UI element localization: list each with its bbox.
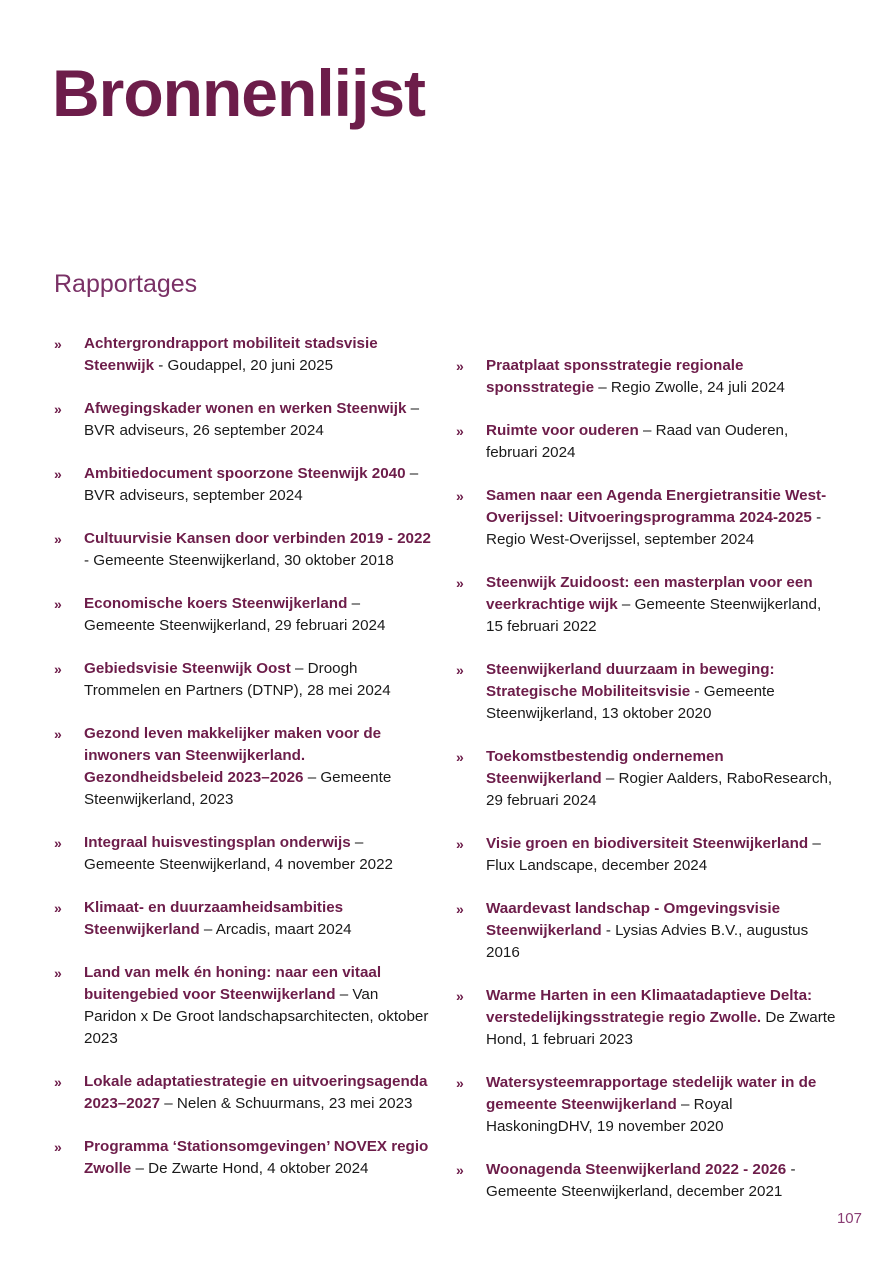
bullet-marker: »	[456, 749, 464, 765]
reference-title: Warme Harten in een Klimaatadaptieve Delta: verstedelijkingsstrategie regio Zwolle.	[486, 987, 813, 1026]
reference-title: Waardevast landschap - Omgevingsvisie Steenwijkerland	[486, 900, 781, 939]
bullet-marker: »	[54, 900, 62, 916]
bullet-marker: »	[456, 662, 464, 678]
reference-title: Lokale adaptatiestrategie en uitvoeringsagenda 2023–2027	[84, 1073, 428, 1112]
bullet-marker: »	[456, 575, 464, 591]
reference-entry	[54, 832, 434, 876]
reference-entry	[456, 746, 836, 812]
reference-title: Klimaat- en duurzaamheidsambities Steenwijkerland	[84, 899, 344, 938]
reference-title: Watersysteemrapportage stedelijk water in de gemeente Steenwijkerland	[486, 1074, 817, 1113]
reference-title: Integraal huisvestingsplan onderwijs	[84, 834, 351, 851]
bullet-marker: »	[54, 1074, 62, 1090]
reference-title: Woonagenda Steenwijkerland 2022 - 2026	[486, 1161, 787, 1178]
bullet-marker: »	[456, 423, 464, 439]
reference-details: - Gemeente Steenwijkerland, 30 oktober 2018	[84, 552, 394, 569]
reference-entry	[456, 1072, 836, 1138]
reference-details: – Gemeente Steenwijkerland, 4 november 2022	[84, 834, 394, 873]
reference-details: – Royal HaskoningDHV, 19 november 2020	[486, 1096, 733, 1135]
reference-details: – BVR adviseurs, 26 september 2024	[84, 400, 420, 439]
reference-title: Visie groen en biodiversiteit Steenwijkerland	[486, 835, 809, 852]
section-title: Rapportages	[54, 270, 198, 298]
reference-details: – Gemeente Steenwijkerland, 29 februari 2024	[84, 595, 386, 634]
reference-details: – Droogh Trommelen en Partners (DTNP), 28 mei 2024	[84, 660, 391, 699]
reference-entry	[54, 897, 434, 941]
reference-details: – Nelen & Schuurmans, 23 mei 2023	[160, 1095, 413, 1112]
bullet-marker: »	[54, 466, 62, 482]
reference-details: – Arcadis, maart 2024	[199, 921, 352, 938]
reference-entry	[54, 1071, 434, 1115]
bullet-marker: »	[54, 726, 62, 742]
reference-details: - Lysias Advies B.V., augustus 2016	[486, 922, 809, 961]
reference-details: – Van Paridon x De Groot landschapsarchitecten, oktober 2023	[84, 986, 429, 1047]
reference-details: - Gemeente Steenwijkerland, 13 oktober 2020	[486, 683, 775, 722]
reference-title: Cultuurvisie Kansen door verbinden 2019 - 2022	[84, 530, 431, 547]
bullet-marker: »	[54, 835, 62, 851]
reference-title: Steenwijkerland duurzaam in beweging: Strategische Mobiliteitsvisie	[486, 661, 775, 700]
reference-entry	[54, 528, 434, 572]
page-number: 107	[836, 1210, 862, 1227]
reference-details: De Zwarte Hond, 1 februari 2023	[486, 1009, 836, 1048]
reference-title: Programma ‘Stationsomgevingen’ NOVEX regio Zwolle	[84, 1138, 429, 1177]
reference-entry	[54, 658, 434, 702]
bullet-marker: »	[54, 965, 62, 981]
reference-details: – Gemeente Steenwijkerland, 15 februari 2022	[486, 596, 822, 635]
reference-entry	[456, 572, 836, 638]
reference-title: Gebiedsvisie Steenwijk Oost	[84, 660, 291, 677]
reference-title: Samen naar een Agenda Energietransitie West-Overijssel: Uitvoeringsprogramma 2024-2025	[486, 487, 827, 526]
reference-title: Land van melk én honing: naar een vitaal buitengebied voor Steenwijkerland	[84, 964, 382, 1003]
reference-entry	[54, 398, 434, 442]
reference-details: - Gemeente Steenwijkerland, december 2021	[486, 1161, 796, 1200]
page-title: Bronnenlijst	[52, 56, 426, 130]
reference-entry	[54, 723, 434, 811]
bullet-marker: »	[456, 358, 464, 374]
reference-entry	[54, 593, 434, 637]
reference-title: Ambitiedocument spoorzone Steenwijk 2040	[84, 465, 406, 482]
bullet-marker: »	[456, 1162, 464, 1178]
reference-title: Praatplaat sponsstrategie regionale sponsstrategie	[486, 357, 744, 396]
bullet-marker: »	[456, 488, 464, 504]
reference-title: Ruimte voor ouderen	[486, 422, 639, 439]
reference-entry	[54, 333, 434, 377]
reference-entry	[456, 420, 836, 464]
reference-entry	[54, 962, 434, 1050]
reference-details: – BVR adviseurs, september 2024	[84, 465, 419, 504]
reference-title: Gezond leven makkelijker maken voor de inwoners van Steenwijkerland. Gezondheidsbeleid 2023–2026	[84, 725, 382, 786]
bullet-marker: »	[54, 401, 62, 417]
reference-entry	[54, 463, 434, 507]
reference-title: Achtergrondrapport mobiliteit stadsvisie Steenwijk	[84, 335, 378, 374]
reference-entry	[456, 659, 836, 725]
reference-entry	[456, 1159, 836, 1203]
reference-entry	[456, 898, 836, 964]
reference-details: – Regio Zwolle, 24 juli 2024	[594, 379, 785, 396]
reference-details: - Regio West-Overijssel, september 2024	[486, 509, 822, 548]
reference-details: – Rogier Aalders, RaboResearch, 29 februari 2024	[486, 770, 833, 809]
bullet-marker: »	[456, 1075, 464, 1091]
reference-details: – De Zwarte Hond, 4 oktober 2024	[131, 1160, 369, 1177]
bullet-marker: »	[456, 836, 464, 852]
reference-title: Economische koers Steenwijkerland	[84, 595, 348, 612]
reference-entry	[456, 985, 836, 1051]
bullet-marker: »	[54, 1139, 62, 1155]
reference-entry	[456, 485, 836, 551]
reference-list-right	[456, 355, 836, 1224]
reference-details: – Gemeente Steenwijkerland, 2023	[84, 769, 392, 808]
reference-title: Steenwijk Zuidoost: een masterplan voor een veerkrachtige wijk	[486, 574, 813, 613]
reference-entry	[456, 833, 836, 877]
reference-entry	[54, 1136, 434, 1180]
bullet-marker: »	[456, 988, 464, 1004]
reference-details: – Flux Landscape, december 2024	[486, 835, 821, 874]
reference-entry	[456, 355, 836, 399]
bullet-marker: »	[456, 901, 464, 917]
reference-list-left	[54, 333, 434, 1201]
reference-title: Afwegingskader wonen en werken Steenwijk	[84, 400, 407, 417]
bullet-marker: »	[54, 661, 62, 677]
bullet-marker: »	[54, 596, 62, 612]
reference-details: – Raad van Ouderen, februari 2024	[486, 422, 789, 461]
bullet-marker: »	[54, 336, 62, 352]
bullet-marker: »	[54, 531, 62, 547]
reference-details: - Goudappel, 20 juni 2025	[154, 357, 334, 374]
reference-title: Toekomstbestendig ondernemen Steenwijkerland	[486, 748, 724, 787]
